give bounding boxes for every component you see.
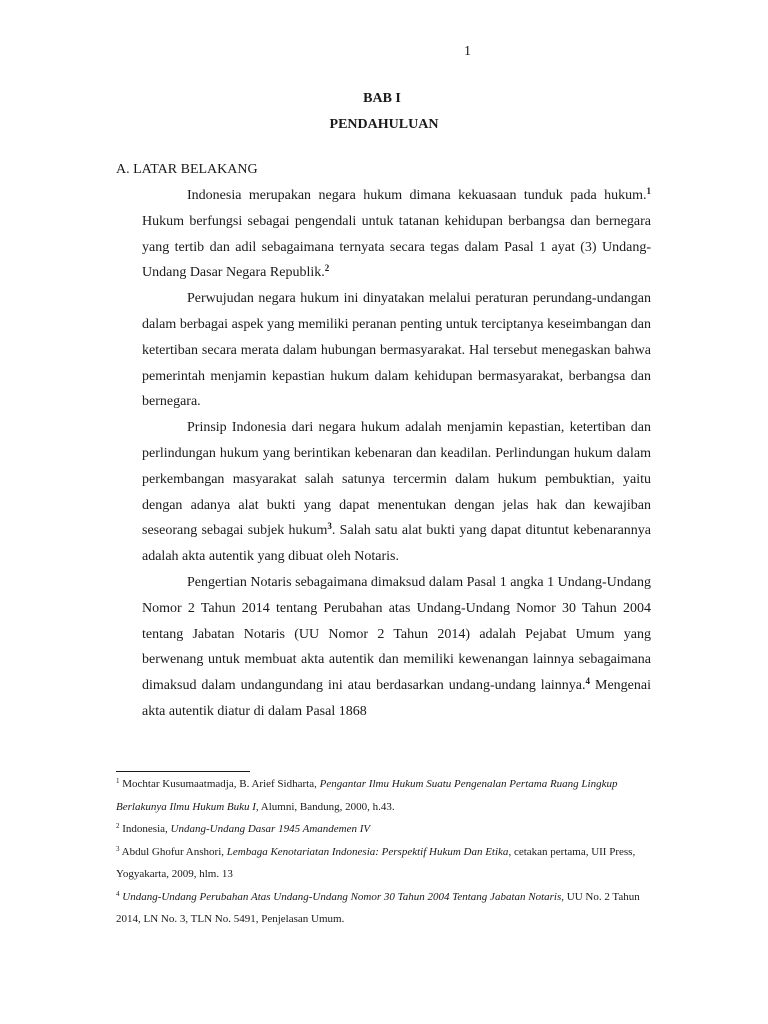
footnote-4-number: 4 [116, 889, 120, 898]
footnote-1 [116, 773, 656, 818]
footnote-3-rest: , cetakan pertama, UII Press, Yogyakarta, 2009, hlm. 13 [116, 845, 636, 880]
footnote-1-author: Mochtar Kusumaatmadja, B. Arief Sidharta, [119, 778, 320, 790]
footnote-3-number: 3 [116, 844, 120, 853]
paragraph-2: Perwujudan negara hukum ini dinyatakan melalui peraturan perundang-undangan dalam berbagai aspek yang memiliki peranan penting untuk terciptanya keseimbangan dan ketertiban secara merata dalam hubungan bermasyarakat. Hal tersebut menegaskan bahwa pemerintah menjamin kepastian hukum dalam kehidupan bermasyarakat, berbangsa dan bernegara. [142, 291, 651, 410]
footnote-separator [116, 771, 250, 772]
chapter-heading [0, 86, 768, 138]
chapter-label: BAB I [363, 91, 401, 106]
paragraph-4-text-b: Mengenai akta autentik diatur di dalam Pasal 1868 [142, 678, 651, 719]
paragraph-3 [142, 415, 651, 570]
footnote-4-rest: , UU No. 2 Tahun 2014, LN No. 3, TLN No. 5491, Penjelasan Umum. [116, 890, 640, 925]
footnote-3-title: Lembaga Kenotariatan Indonesia: Perspektif Hukum Dan Etika [226, 845, 509, 858]
body-text [142, 183, 651, 725]
chapter-title: PENDAHULUAN [329, 117, 439, 132]
footnote-2 [116, 818, 656, 841]
footnote-1-title: Pengantar Ilmu Hukum Suatu Pengenalan Pertama Ruang Lingkup Berlakunya Ilmu Hukum Buku I, [116, 778, 618, 813]
footnote-1-rest: Alumni, Bandung, 2000, h.43. [258, 800, 395, 813]
footnote-4 [116, 886, 656, 931]
footnote-ref-4: 4 [585, 676, 591, 687]
page-number: 1 [464, 44, 471, 59]
paragraph-1-text-a: Indonesia merupakan negara hukum dimana kekuasaan tunduk pada hukum. [187, 188, 647, 203]
footnotes [116, 773, 656, 931]
footnote-4-title: Undang-Undang Perubahan Atas Undang-Undang Nomor 30 Tahun 2004 Tentang Jabatan Notaris [119, 890, 562, 903]
paragraph-1-text-b: Hukum berfungsi sebagai pengendali untuk tatanan kehidupan berbangsa dan bernegara yang tertib dan adil sebagaimana ternyata secara tegas dalam Pasal 1 ayat (3) Undang-Undang Dasar Negara Republik. [142, 213, 651, 281]
footnote-ref-2: 2 [324, 263, 330, 274]
paragraph-4-text-a: Pengertian Notaris sebagaimana dimaksud dalam Pasal 1 angka 1 Undang-Undang Nomor 2 Tahun 2014 tentang Perubahan atas Undang-Undang Nomor 30 Tahun 2004 tentang Jabatan Notaris (UU Nomor 2 Tahun 2014) adalah Pejabat Umum yang berwenang untuk membuat akta autentik dan memiliki kewenangan lainnya sebagaimana dimaksud dalam undangundang ini atau berdasarkan undang-undang lainnya. [142, 574, 651, 694]
footnote-ref-1: 1 [646, 186, 651, 196]
paragraph-3-text-a: Prinsip Indonesia dari negara hukum adalah menjamin kepastian, ketertiban dan perlindungan hukum yang berintikan kebenaran dan keadilan. Perlindungan hukum dalam perkembangan masyarakat salah satunya tercermin dalam hukum pembuktian, yaitu dengan adanya alat bukti yang dapat menentukan dengan jelas hak dan kewajiban seseorang sebagai subjek hukum [142, 420, 651, 539]
paragraph-3-text-b: . Salah satu alat bukti yang dapat dituntut kebenarannya adalah akta autentik yang dibuat oleh Notaris. [142, 523, 651, 565]
footnote-3-author: Abdul Ghofur Anshori, [119, 845, 227, 858]
footnote-ref-3: 3 [327, 521, 332, 532]
section-heading: A. LATAR BELAKANG [116, 162, 258, 177]
footnote-2-title: Undang-Undang Dasar 1945 Amandemen IV [170, 823, 371, 835]
footnote-2-author: Indonesia, [119, 823, 171, 835]
paragraph-4 [142, 570, 651, 725]
footnote-1-number: 1 [116, 777, 120, 785]
paragraph-1 [142, 183, 651, 286]
footnote-3 [116, 841, 656, 886]
footnote-2-number: 2 [116, 822, 120, 830]
